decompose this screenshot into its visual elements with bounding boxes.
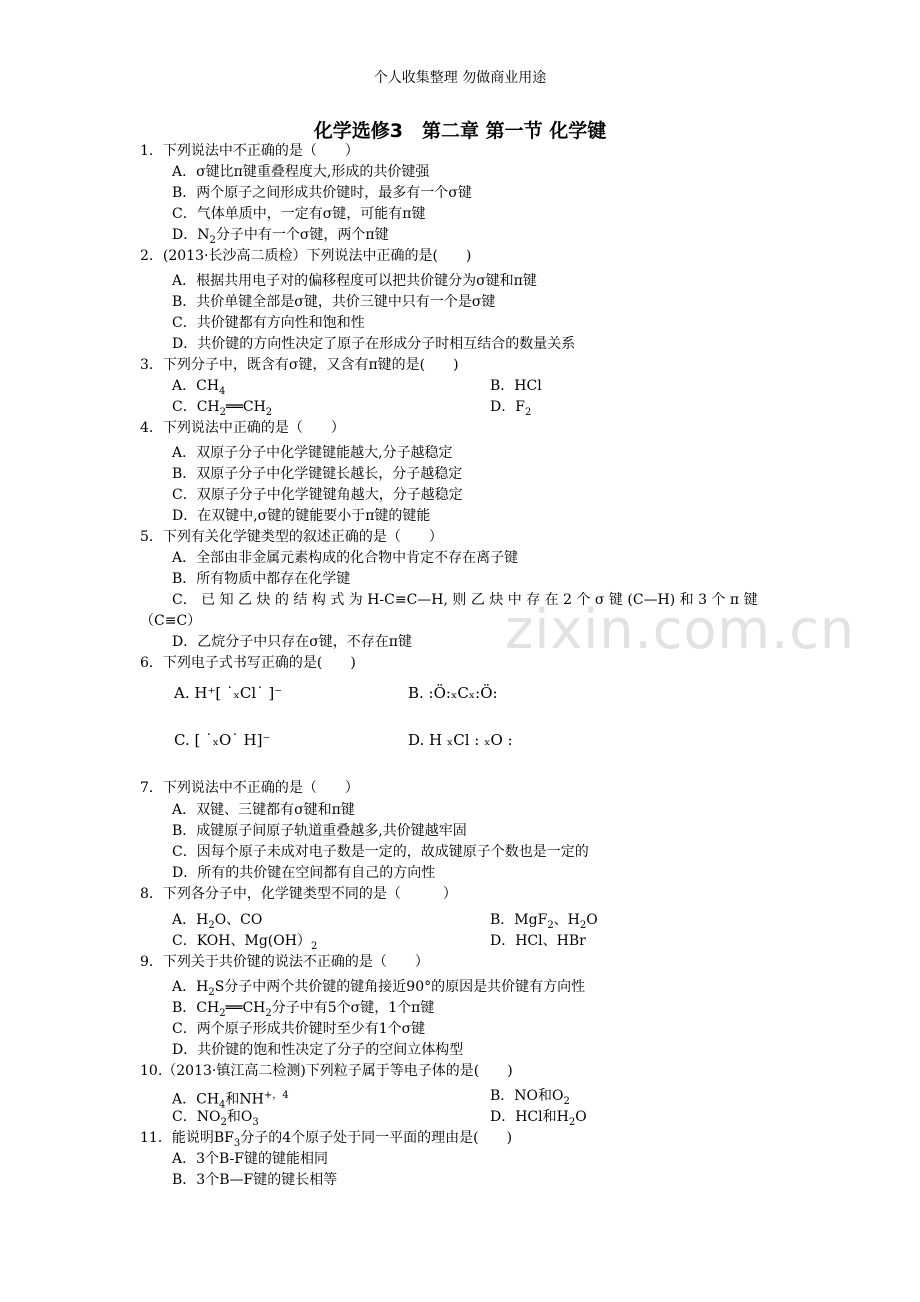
q3-option-a: A．$CH_4$ xyxy=(172,378,226,397)
q4-option-a: A．双原子分子中化学键键能越大,分子越稳定 xyxy=(172,445,453,461)
q9-stem: 9．下列关于共价键的说法不正确的是（ ） xyxy=(140,954,429,970)
q7-option-b: B．成键原子间原子轨道重叠越多,共价键越牢固 xyxy=(172,823,467,839)
q4-stem: 4．下列说法中正确的是（ ） xyxy=(140,420,345,436)
q6-option-c-formula: C. [ ˙ₓO˙ H]⁻ xyxy=(174,731,271,749)
q1-option-d: D．$N_2$分子中有一个σ键，两个π键 xyxy=(172,227,389,246)
q5-stem: 5．下列有关化学键类型的叙述正确的是（ ） xyxy=(140,529,443,545)
q8-stem: 8．下列各分子中，化学键类型不同的是（ ） xyxy=(140,886,457,902)
q5-option-c-line1: C． 已 知 乙 炔 的 结 构 式 为 H-C≡C—H, 则 乙 炔 中 存 在 2 个 σ 键 (C—H) 和 3 个 π 键 xyxy=(172,592,758,608)
q2-option-b: B．共价单键全部是σ键，共价三键中只有一个是σ键 xyxy=(172,294,496,310)
q1-option-c: C．气体单质中，一定有σ键，可能有π键 xyxy=(172,206,426,222)
q4-option-c: C．双原子分子中化学键键角越大，分子越稳定 xyxy=(172,487,463,503)
q5-option-c-line2: （C≡C） xyxy=(140,613,202,629)
q10-option-d: D．HCl和$H_2O$ xyxy=(490,1109,587,1128)
q10-option-a: A．$CH_4$和$NH^{+,4}$ xyxy=(172,1090,289,1111)
q3-option-d: D．$F_2$ xyxy=(490,399,532,418)
q9-option-c: C．两个原子形成共价键时至少有1个σ键 xyxy=(172,1021,426,1037)
q8-option-a: A．$H_2O$、CO xyxy=(172,912,263,931)
q5-option-d: D．乙烷分子中只存在σ键，不存在π键 xyxy=(172,634,412,650)
q2-option-c: C．共价键都有方向性和饱和性 xyxy=(172,315,365,331)
q7-stem: 7．下列说法中不正确的是（ ） xyxy=(140,780,359,796)
q5-option-a: A．全部由非金属元素构成的化合物中肯定不存在离子键 xyxy=(172,550,519,566)
q1-option-a: A．σ键比π键重叠程度大,形成的共价键强 xyxy=(172,164,430,180)
q2-stem: 2．(2013·长沙高二质检）下列说法中正确的是( ) xyxy=(140,248,472,264)
q10-option-c: C．$NO_2$和$O_3$ xyxy=(172,1109,259,1128)
q10-option-b: B．NO和$O_2$ xyxy=(490,1088,570,1107)
q9-option-d: D．共价键的饱和性决定了分子的空间立体构型 xyxy=(172,1042,464,1058)
q4-option-b: B．双原子分子中化学键键长越长，分子越稳定 xyxy=(172,466,463,482)
q1-stem: 1．下列说法中不正确的是（ ） xyxy=(140,143,359,159)
q8-option-d: D．HCl、HBr xyxy=(490,933,586,949)
q6-stem: 6．下列电子式书写正确的是( ) xyxy=(140,655,356,671)
q8-option-b: B．MgF$_2$、$H_2O$ xyxy=(490,912,598,931)
q3-option-c: C．$CH_2══CH_2$ xyxy=(172,399,273,418)
page-header: 个人收集整理 勿做商业用途 xyxy=(373,70,547,86)
q11-stem: 11．能说明$BF_3$分子的4个原子处于同一平面的理由是( ) xyxy=(140,1130,513,1149)
q2-option-a: A．根据共用电子对的偏移程度可以把共价键分为σ键和π键 xyxy=(172,273,537,289)
q5-option-b: B．所有物质中都存在化学键 xyxy=(172,571,351,587)
q6-option-b-formula: B. :Ö:ₓCₓ:Ö: xyxy=(408,684,498,702)
q3-option-b: B．HCl xyxy=(490,378,542,394)
q11-option-b: B．3个B—F键的键长相等 xyxy=(172,1172,338,1188)
q6-option-a-formula: A. H⁺[ ˙ₓCl˙ ]⁻ xyxy=(174,684,283,702)
q2-option-d: D．共价键的方向性决定了原子在形成分子时相互结合的数量关系 xyxy=(172,336,576,352)
q3-stem: 3．下列分子中，既含有σ键，又含有π键的是( ) xyxy=(140,357,459,373)
watermark: zixin.com.cn xyxy=(505,598,856,661)
q4-option-d: D．在双键中,σ键的键能要小于π键的键能 xyxy=(172,508,431,524)
q9-option-b: B．$CH_2══CH_2$分子中有5个σ键，1个π键 xyxy=(172,1000,435,1019)
q10-stem: 10.（2013·镇江高二检测)下列粒子属于等电子体的是( ) xyxy=(140,1063,513,1079)
q6-option-d-formula: D. H ₓCl : ₓO : xyxy=(408,731,513,749)
page-title: 化学选修3 第二章 第一节 化学键 xyxy=(313,120,607,142)
q1-option-b: B．两个原子之间形成共价键时，最多有一个σ键 xyxy=(172,185,472,201)
q7-option-a: A．双键、三键都有σ键和π键 xyxy=(172,802,355,818)
q7-option-d: D．所有的共价键在空间都有自己的方向性 xyxy=(172,865,436,881)
q8-option-c: C．KOH、$Mg(OH)_2$ xyxy=(172,933,318,952)
q7-option-c: C．因每个原子未成对电子数是一定的，故成键原子个数也是一定的 xyxy=(172,844,589,860)
q9-option-a: A．$H_2S$分子中两个共价键的键角接近90°的原因是共价键有方向性 xyxy=(172,979,586,998)
q11-option-a: A．3个B-F键的键能相同 xyxy=(172,1151,329,1167)
